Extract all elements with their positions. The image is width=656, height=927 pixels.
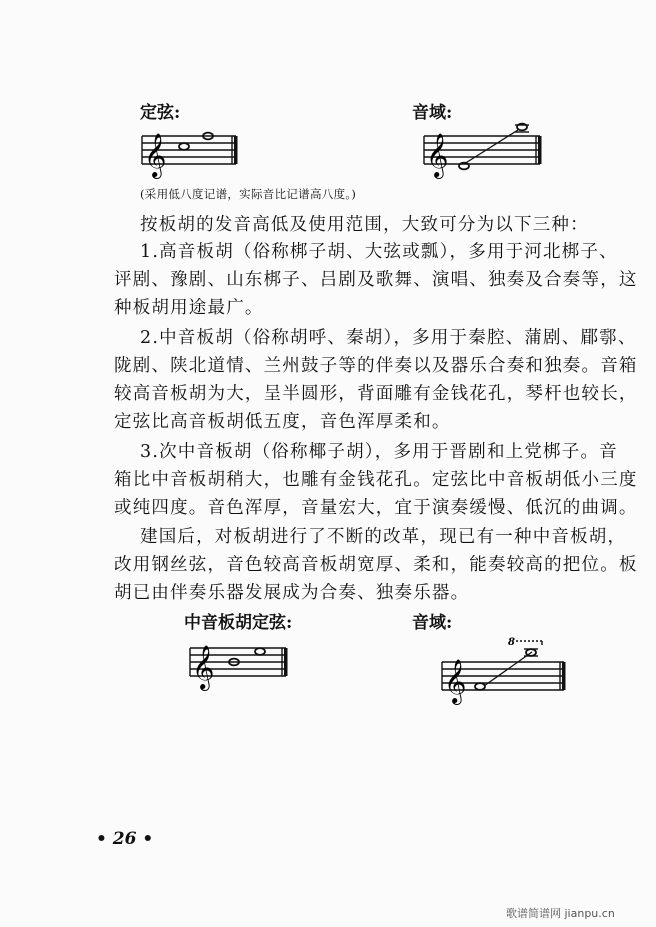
- tuning-label: 定弦:: [140, 103, 181, 123]
- item3-line2: 箱比中音板胡稍大，也雕有金钱花孔。定弦比中音板胡低小三度: [114, 470, 638, 490]
- item1-line2: 评剧、豫剧、山东梆子、吕剧及歌舞、演唱、独奏及合奏等，这: [114, 270, 638, 290]
- note: [179, 143, 189, 150]
- mid-tuning-label: 中音板胡定弦:: [184, 613, 293, 633]
- item1-line1: 1.高音板胡（俗称梆子胡、大弦或瓢），多用于河北梆子、: [140, 242, 618, 262]
- intro-text: 按板胡的发音高低及使用范围，大致可分为以下三种：: [140, 215, 589, 235]
- notation-note: (采用低八度记谱，实际音比记谱高八度。): [140, 187, 357, 201]
- item2-line2: 陇剧、陕北道情、兰州鼓子等的伴奏以及器乐合奏和独奏。音箱: [114, 356, 638, 376]
- item3-line3: 或纯四度。音色浑厚，音量宏大，宜于演奏缓慢、低沉的曲调。: [114, 498, 638, 518]
- range-staff: [422, 122, 552, 177]
- item1-line3: 种板胡用途最广。: [114, 298, 264, 318]
- mid-tuning-staff: [188, 640, 298, 689]
- page-number: • 26 •: [96, 829, 154, 849]
- mid-range-label: 音域:: [412, 613, 453, 633]
- treble-clef-icon: 𝄞: [444, 659, 467, 703]
- range-label: 音域:: [412, 103, 453, 123]
- ottava-mark: 8: [508, 637, 515, 648]
- treble-clef-icon: 𝄞: [144, 133, 167, 177]
- treble-clef-icon: 𝄞: [192, 645, 215, 689]
- note: [255, 648, 265, 655]
- note: [475, 683, 485, 690]
- item3-line1: 3.次中音板胡（俗称椰子胡），多用于晋剧和上党梆子。音: [140, 442, 618, 462]
- reform-line1: 建国后，对板胡进行了不断的改革，现已有一种中音板胡，: [140, 527, 627, 547]
- mid-range-staff: [440, 636, 570, 703]
- reform-line3: 胡已由伴奏乐器发展成为合奏、独奏乐器。: [114, 583, 470, 603]
- item2-line4: 定弦比高音板胡低五度，音色浑厚柔和。: [114, 412, 451, 432]
- reform-line2: 改用钢丝弦，音色较高音板胡宽厚、柔和，能奏较高的把位。板: [114, 555, 638, 575]
- tuning-staff: [140, 128, 250, 177]
- treble-clef-icon: 𝄞: [426, 133, 449, 177]
- watermark: 歌谱简谱网 jianpu.cn: [506, 907, 615, 920]
- item2-line3: 较高音板胡为大，呈半圆形，背面雕有金钱花孔，琴杆也较长，: [114, 384, 638, 404]
- item2-line1: 2.中音板胡（俗称胡呼、秦胡），多用于秦腔、蒲剧、郿鄠、: [140, 328, 637, 348]
